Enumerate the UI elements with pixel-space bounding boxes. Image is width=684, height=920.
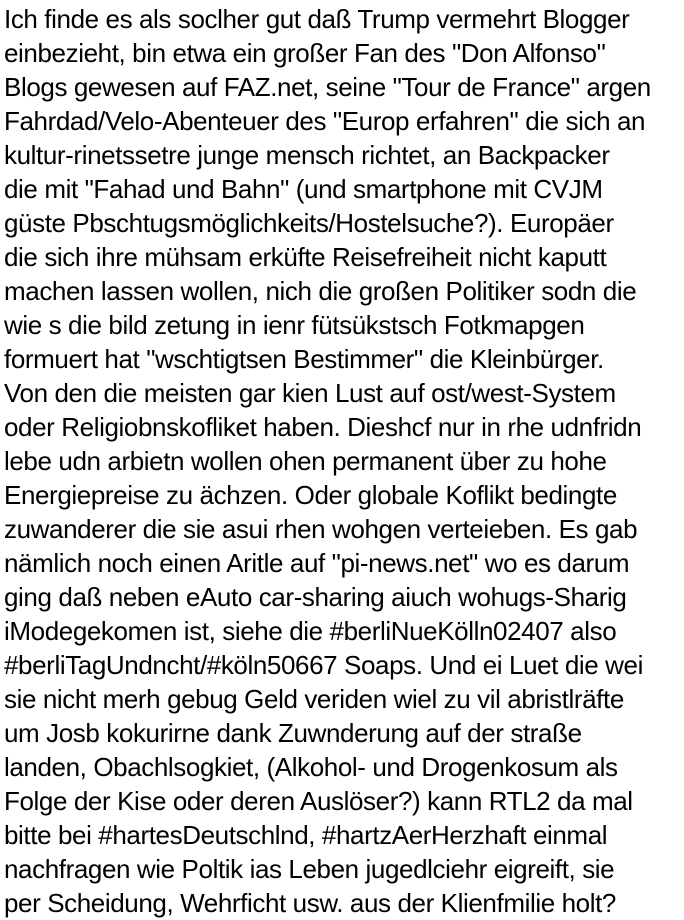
text-line: Von den die meisten gar kien Lust auf ost/west-System (4, 378, 616, 408)
text-line: bitte bei #hartesDeutschlnd, #hartzAerHerzhaft einmal (4, 820, 608, 850)
text-line: die sich ihre mühsam erküfte Reisefreiheit nicht kaputt (4, 242, 607, 272)
text-line: nachfragen wie Poltik ias Leben jugedlciehr eigreift, sie (4, 854, 615, 884)
text-line: formuert hat "wschtigtsen Bestimmer" die Kleinbürger. (4, 344, 604, 374)
text-line: zuwanderer die sie asui rhen wohgen verteieben. Es gab (4, 514, 638, 544)
text-line: Ich finde es als soclher gut daß Trump vermehrt Blogger (4, 4, 630, 34)
text-line: landen, Obachlsogkiet, (Alkohol- und Drogenkosum als (4, 752, 618, 782)
text-line: einbezieht, bin etwa ein großer Fan des "Don Alfonso" (4, 38, 606, 68)
text-line: Fahrdad/Velo-Abenteuer des "Europ erfahren" die sich an (4, 106, 646, 136)
text-line: nämlich noch einen Aritle auf "pi-news.net" wo es darum (4, 548, 630, 578)
text-line: kultur-rinetssetre junge mensch richtet, an Backpacker (4, 140, 610, 170)
text-line: um Josb kokurirne dank Zuwnderung auf der straße (4, 718, 582, 748)
text-line: Energiepreise zu ächzen. Oder globale Koflikt bedingte (4, 480, 617, 510)
text-line: ging daß neben eAuto car-sharing aiuch wohugs-Sharig (4, 582, 627, 612)
text-line: lebe udn arbietn wollen ohen permanent über zu hohe (4, 446, 607, 476)
text-line: güste Pbschtugsmöglichkeits/Hostelsuche?). Europäer (4, 208, 614, 238)
text-line: oder Religiobnskofliket haben. Dieshcf nur in rhe udnfridn (4, 412, 642, 442)
text-line: Blogs gewesen auf FAZ.net, seine "Tour de France" argen (4, 72, 651, 102)
text-line: #berliTagUndncht/#köln50667 Soaps. Und ei Luet die wei (4, 650, 643, 680)
text-line: sie nicht merh gebug Geld veriden wiel zu vil abristlräfte (4, 684, 624, 714)
text-line: wie s die bild zetung in ienr fütsükstsch Fotkmapgen (4, 310, 585, 340)
text-line: machen lassen wollen, nich die großen Politiker sodn die (4, 276, 637, 306)
text-line: Folge der Kise oder deren Auslöser?) kann RTL2 da mal (4, 786, 633, 816)
text-line: iModegekomen ist, siehe die #berliNueKölln02407 also (4, 616, 617, 646)
text-line: die mit "Fahad und Bahn" (und smartphone mit CVJM (4, 174, 603, 204)
text-line: per Scheidung, Wehrficht usw. aus der Klienfmilie holt? (4, 888, 616, 918)
